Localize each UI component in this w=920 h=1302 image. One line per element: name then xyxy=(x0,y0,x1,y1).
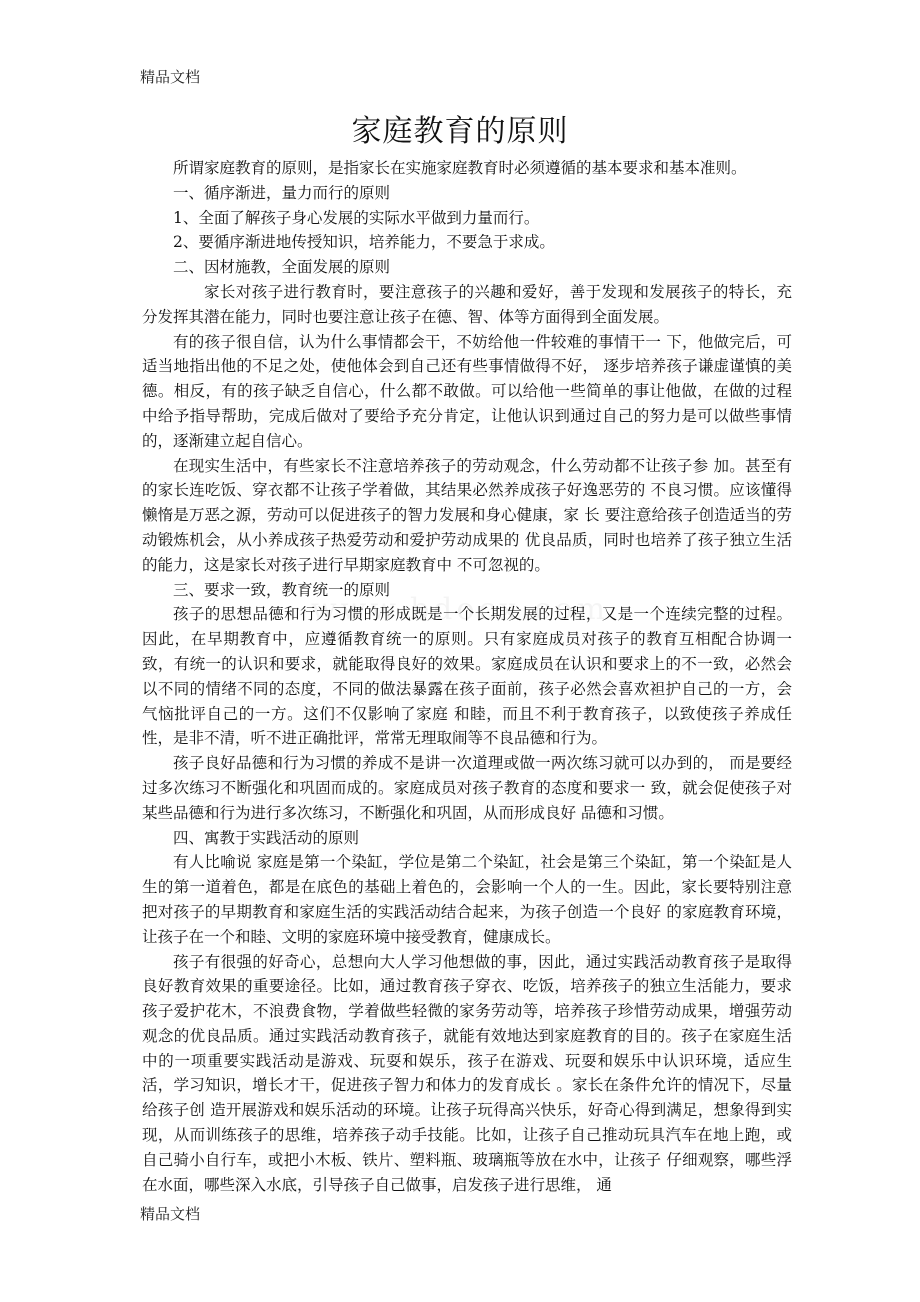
paragraph: 有的孩子很自信，认为什么事情都会干，不妨给他一件较难的事情干一 下，他做完后，可适当地指出他的不足之处，使他体会到自己还有些事情做得不好， 逐步培养孩子谦虚谨慎的美德。相反，有的孩子缺乏自信心，什么都不敢做。可以给他一些简单的事让他做，在做的过程中给予指导帮助，完成后做对了要给予充分肯定，让他认识到通过自己的努力是可以做些事情的，逐渐建立起自信心。 xyxy=(142,332,792,450)
page-header: 精品文档 xyxy=(140,68,201,86)
section-heading-4: 四、寓教于实践活动的原则 xyxy=(173,828,360,847)
section-heading-1: 一、循序渐进，量力而行的原则 xyxy=(173,183,391,202)
paragraph: 在现实生活中，有些家长不注意培养孩子的劳动观念，什么劳动都不让孩子参 加。甚至有的家长连吃饭、穿衣都不让孩子学着做，其结果必然养成孩子好逸恶劳的 不良习惯。应该懂得懒惰是万恶之源，劳动可以促进孩子的智力发展和身心健康，家 长 要注意给孩子创造适当的劳动锻炼机会，从小养成孩子热爱劳动和爱护劳动成果的 优良品质，同时也培养了孩子独立生活的能力，这是家长对孩子进行早期家庭教育中 不可忽视的。 xyxy=(142,456,792,574)
paragraph: 孩子有很强的好奇心，总想向大人学习他想做的事，因此，通过实践活动教育孩子是取得良好教育效果的重要途径。比如，通过教育孩子穿衣、吃饭，培养孩子的独立生活能力，要求孩子爱护花木，不浪费食物，学着做些轻微的家务劳动等，培养孩子珍惜劳动成果，增强劳动观念的优良品质。通过实践活动教育孩子，就能有效地达到家庭教育的目的。孩子在家庭生活中的一项重要实践活动是游戏、玩耍和娱乐，孩子在游戏、玩耍和娱乐中认识环境，适应生活，学习知识，增长才干，促进孩子智力和体力的发育成长 。家长在条件允许的情况下，尽量给孩子创 造开展游戏和娱乐活动的环境。让孩子玩得高兴快乐，好奇心得到满足，想象得到实现，从而训练孩子的思维，培养孩子动手技能。比如，让孩子自己推动玩具汽车在地上跑，或自己骑小自行车，或把小木板、铁片、塑料瓶、玻璃瓶等放在水中，让孩子 仔细观察，哪些浮在水面，哪些深入水底，引导孩子自己做事，启发孩子进行思维， 通 xyxy=(142,952,792,1194)
paragraph: 家长对孩子进行教育时，要注意孩子的兴趣和爱好，善于发现和发展孩子的特长，充分发挥其潜在能力，同时也要注意让孩子在德、智、体等方面得到全面发展。 xyxy=(142,282,792,326)
paragraph: 孩子良好品德和行为习惯的养成不是讲一次道理或做一两次练习就可以办到的， 而是要经过多次练习不断强化和巩固而成的。家庭成员对孩子教育的态度和要求一 致，就会促使孩子对某些品德和行为进行多次练习，不断强化和巩固，从而形成良好 品德和习惯。 xyxy=(142,754,792,822)
document-body xyxy=(142,156,792,1197)
paragraph-intro: 所谓家庭教育的原则，是指家长在实施家庭教育时必须遵循的基本要求和基本准则。 xyxy=(173,159,747,177)
list-item: 2、要循序渐进地传授知识，培养能力，不要急于求成。 xyxy=(173,233,555,252)
paragraph: 有人比喻说 家庭是第一个染缸，学位是第二个染缸，社会是第三个染缸，第一个染缸是人生的第一道着色，都是在底色的基础上着色的，会影响一个人的一生。因此，家长要特别注意把对孩子的早期教育和家庭生活的实践活动结合起来，为孩子创造一个良好 的家庭教育环境，让孩子在一个和睦、文明的家庭环境中接受教育，健康成长。 xyxy=(142,853,792,946)
section-heading-2: 二、因材施教，全面发展的原则 xyxy=(173,258,391,277)
list-item: 1、全面了解孩子身心发展的实际水平做到力量而行。 xyxy=(173,208,540,227)
paragraph: 孩子的思想品德和行为习惯的形成既是一个长期发展的过程，又是一个连续完整的过程。因此，在早期教育中，应遵循教育统一的原则。只有家庭成员对孩子的教育互相配合协调一致，有统一的认识和要求，就能取得良好的效果。家庭成员在认识和要求上的不一致，必然会以不同的情绪不同的态度，不同的做法暴露在孩子面前，孩子必然会喜欢袒护自己的一方，会气恼批评自己的一方。这们不仅影响了家庭 和睦，而且不利于教育孩子，以致使孩子养成任性，是非不清，听不进正确批评，常常无理取闹等不良品德和行为。 xyxy=(142,605,792,748)
page-footer: 精品文档 xyxy=(140,1205,201,1223)
section-heading-3: 三、要求一致，教育统一的原则 xyxy=(173,580,391,599)
document-title: 家庭教育的原则 xyxy=(351,114,569,149)
